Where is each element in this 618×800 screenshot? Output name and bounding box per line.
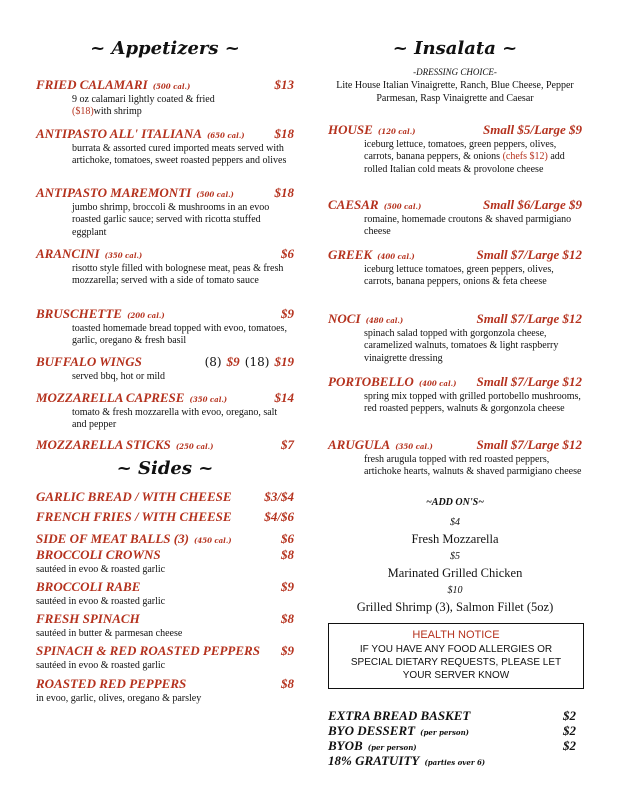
item-calories: (350 cal.)	[189, 395, 228, 404]
menu-item	[36, 489, 294, 505]
item-description: iceburg lettuce tomatoes, green peppers, olives, carrots, banana peppers, onions & feta cheese	[364, 264, 554, 288]
menu-item	[328, 371, 582, 416]
item-price-a: $9	[226, 354, 240, 369]
item-name: BROCCOLI CROWNS	[36, 547, 161, 562]
desc-price: (chefs $12)	[502, 151, 548, 163]
item-price: Small $7/Large $12	[476, 247, 582, 262]
item-name: NOCI	[328, 311, 361, 326]
extra-name: BYO DESSERT	[328, 723, 416, 738]
menu-item	[36, 579, 294, 608]
extra-note: (per person)	[367, 743, 417, 752]
item-calories: (450 cal.)	[194, 536, 232, 545]
item-description: spring mix topped with grilled portobello mushrooms, red roasted peppers, walnuts & gorgonzola cheese	[364, 391, 581, 415]
menu-item	[328, 119, 582, 176]
item-price: $18	[274, 126, 294, 141]
item-price: $8	[281, 611, 294, 626]
menu-item	[36, 509, 294, 525]
health-notice-title: HEALTH NOTICE	[412, 629, 500, 641]
menu-item	[36, 182, 294, 239]
menu-item	[36, 611, 294, 640]
item-description: fresh arugula topped with red roasted peppers, artichoke hearts, walnuts & shaved parmigiano cheese	[364, 454, 582, 478]
item-calories: (200 cal.)	[127, 311, 165, 320]
item-name: SIDE OF MEAT BALLS (3)	[36, 531, 189, 546]
item-name: SPINACH & RED ROASTED PEPPERS	[36, 643, 260, 658]
item-name: HOUSE	[328, 122, 373, 137]
item-name: ANTIPASTO ALL' ITALIANA	[36, 126, 202, 141]
item-description	[36, 94, 294, 119]
extras-list	[328, 705, 582, 768]
item-price: $3/$4	[264, 489, 294, 504]
extra-note: (per person)	[420, 728, 469, 737]
menu-item	[36, 123, 294, 168]
item-name: FRENCH FRIES / WITH CHEESE	[36, 509, 232, 524]
extra-price: $2	[563, 708, 576, 723]
item-description: risotto style filled with bolognese meat, peas & fresh mozzarella; served with a side of tomato sauce	[72, 263, 284, 287]
item-description: romaine, homemade croutons & shaved parmigiano cheese	[364, 214, 572, 238]
extra-row	[328, 750, 582, 768]
addon-name: Grilled Shrimp (3), Salmon Fillet (5oz)	[356, 600, 554, 614]
item-price: $18	[274, 185, 294, 200]
menu-item	[328, 194, 582, 239]
item-name: BRUSCHETTE	[36, 306, 122, 321]
item-name: ARUGULA	[328, 437, 391, 452]
item-name: ROASTED RED PEPPERS	[36, 676, 187, 691]
item-description: sautéed in butter & parmesan cheese	[36, 628, 183, 639]
health-notice-text: IF YOU HAVE ANY FOOD ALLERGIES OR SPECIAL DIETARY REQUESTS, PLEASE LET YOUR SERVER KNOW	[350, 644, 562, 681]
menu-item	[36, 547, 294, 576]
item-price: $6	[281, 531, 294, 546]
menu-item	[328, 434, 582, 479]
item-name: BUFFALO WINGS	[36, 354, 142, 369]
item-calories: (350 cal.)	[395, 442, 433, 451]
price-a-label: (8)	[204, 355, 222, 369]
addon-price: $5	[450, 551, 460, 562]
item-price: $7	[281, 437, 294, 452]
item-price: $6	[281, 246, 294, 261]
extra-note: (parties over 6)	[424, 758, 486, 767]
item-price: Small $7/Large $12	[476, 437, 582, 452]
item-description: in evoo, garlic, olives, oregano & parsley	[36, 693, 202, 704]
addons-title: ~ADD ON'S~	[426, 497, 484, 508]
appetizers-title: ~ Appetizers ~	[90, 38, 240, 59]
menu-item	[36, 74, 294, 119]
item-description: tomato & fresh mozzarella with evoo, oregano, salt and pepper	[72, 407, 278, 431]
item-description: spinach salad topped with gorgonzola cheese, caramelized walnuts, tomatoes & light raspberry vinaigrette dressing	[364, 328, 559, 364]
price-b-label: (18)	[244, 355, 270, 369]
menu-item	[36, 303, 294, 348]
item-calories: (500 cal.)	[152, 82, 191, 91]
item-price: $9	[281, 579, 294, 594]
item-name: MOZZARELLA STICKS	[36, 437, 171, 452]
menu-item	[36, 676, 294, 705]
dressing-text: Lite House Italian Vinaigrette, Ranch, Blue Cheese, Pepper Parmesan, Rasp Vinaigrette and Caesar	[336, 80, 574, 104]
menu-item	[36, 387, 294, 432]
item-description: jumbo shrimp, broccoli & mushrooms in an evoo roasted garlic sauce; served with ricotta stuffed eggplant	[72, 202, 270, 238]
extra-name: BYOB	[328, 738, 363, 753]
health-notice	[328, 623, 584, 689]
menu-item	[328, 244, 582, 289]
item-price: Small $6/Large $9	[483, 197, 582, 212]
menu-item	[36, 528, 294, 547]
item-description: served bbq, hot or mild	[72, 371, 166, 382]
desc-text: add rolled Italian cold meats & provolone cheese	[364, 151, 565, 175]
menu-item	[36, 643, 294, 672]
item-name: GARLIC BREAD / WITH CHEESE	[36, 489, 232, 504]
item-name: CAESAR	[328, 197, 379, 212]
desc-price: ($18)	[72, 106, 94, 118]
item-price: $14	[274, 390, 294, 405]
menu-item	[36, 351, 294, 383]
extra-price: $2	[563, 723, 576, 738]
menu-item	[36, 434, 294, 453]
addon-price: $10	[447, 585, 463, 596]
item-price: Small $5/Large $9	[483, 122, 582, 137]
desc-text: with shrimp	[93, 106, 142, 118]
item-price: $9	[281, 306, 294, 321]
item-calories: (350 cal.)	[104, 251, 143, 260]
item-calories: (500 cal.)	[196, 190, 234, 199]
item-calories: (400 cal.)	[377, 252, 415, 261]
item-calories: (480 cal.)	[365, 316, 404, 325]
menu-item	[328, 308, 582, 365]
item-calories: (500 cal.)	[383, 202, 422, 211]
extra-row	[328, 720, 582, 738]
item-name: FRIED CALAMARI	[36, 77, 148, 92]
extra-name: 18% GRATUITY	[328, 753, 420, 768]
item-calories: (650 cal.)	[207, 131, 245, 140]
menu-item	[36, 243, 294, 288]
extra-name: EXTRA BREAD BASKET	[328, 708, 471, 723]
item-price-b: $19	[274, 354, 294, 369]
item-name: PORTOBELLO	[328, 374, 414, 389]
item-name: MOZZARELLA CAPRESE	[36, 390, 185, 405]
item-description: sautéed in evoo & roasted garlic	[36, 596, 166, 607]
item-price: $8	[281, 676, 294, 691]
item-price: Small $7/Large $12	[476, 311, 582, 326]
item-name: GREEK	[328, 247, 373, 262]
item-description: burrata & assorted cured imported meats served with artichoke, tomatoes, sweet roasted peppers and olives	[72, 143, 287, 167]
dressing-label: -DRESSING CHOICE-	[413, 67, 497, 77]
item-calories: (400 cal.)	[418, 379, 457, 388]
extra-row	[328, 705, 582, 723]
item-name: ANTIPASTO MAREMONTI	[36, 185, 192, 200]
desc-text: iceburg lettuce, tomatoes, green peppers, olives, carrots, banana peppers, & onions	[364, 139, 557, 163]
item-price: Small $7/Large $12	[476, 374, 582, 389]
item-price: $8	[281, 547, 294, 562]
item-description	[328, 139, 582, 176]
addon-price: $4	[450, 517, 460, 528]
item-name: FRESH SPINACH	[36, 611, 140, 626]
item-name: BROCCOLI RABE	[36, 579, 141, 594]
extra-price: $2	[563, 738, 576, 753]
item-calories: (250 cal.)	[175, 442, 214, 451]
addon-name: Marinated Grilled Chicken	[387, 566, 523, 580]
desc-text: 9 oz calamari lightly coated & fried	[72, 94, 215, 105]
sides-title: ~ Sides ~	[116, 458, 214, 479]
item-description: sautéed in evoo & roasted garlic	[36, 564, 166, 575]
item-description: sautéed in evoo & roasted garlic	[36, 660, 166, 671]
item-description: toasted homemade bread topped with evoo, tomatoes, garlic, oregano & fresh basil	[72, 323, 287, 347]
item-calories: (120 cal.)	[377, 127, 416, 136]
item-price: $4/$6	[264, 509, 294, 524]
insalata-title: ~ Insalata ~	[392, 38, 518, 59]
item-price: $9	[281, 643, 294, 658]
item-price: $13	[274, 77, 294, 92]
addon-name: Fresh Mozzarella	[411, 532, 499, 546]
item-name: ARANCINI	[36, 246, 100, 261]
